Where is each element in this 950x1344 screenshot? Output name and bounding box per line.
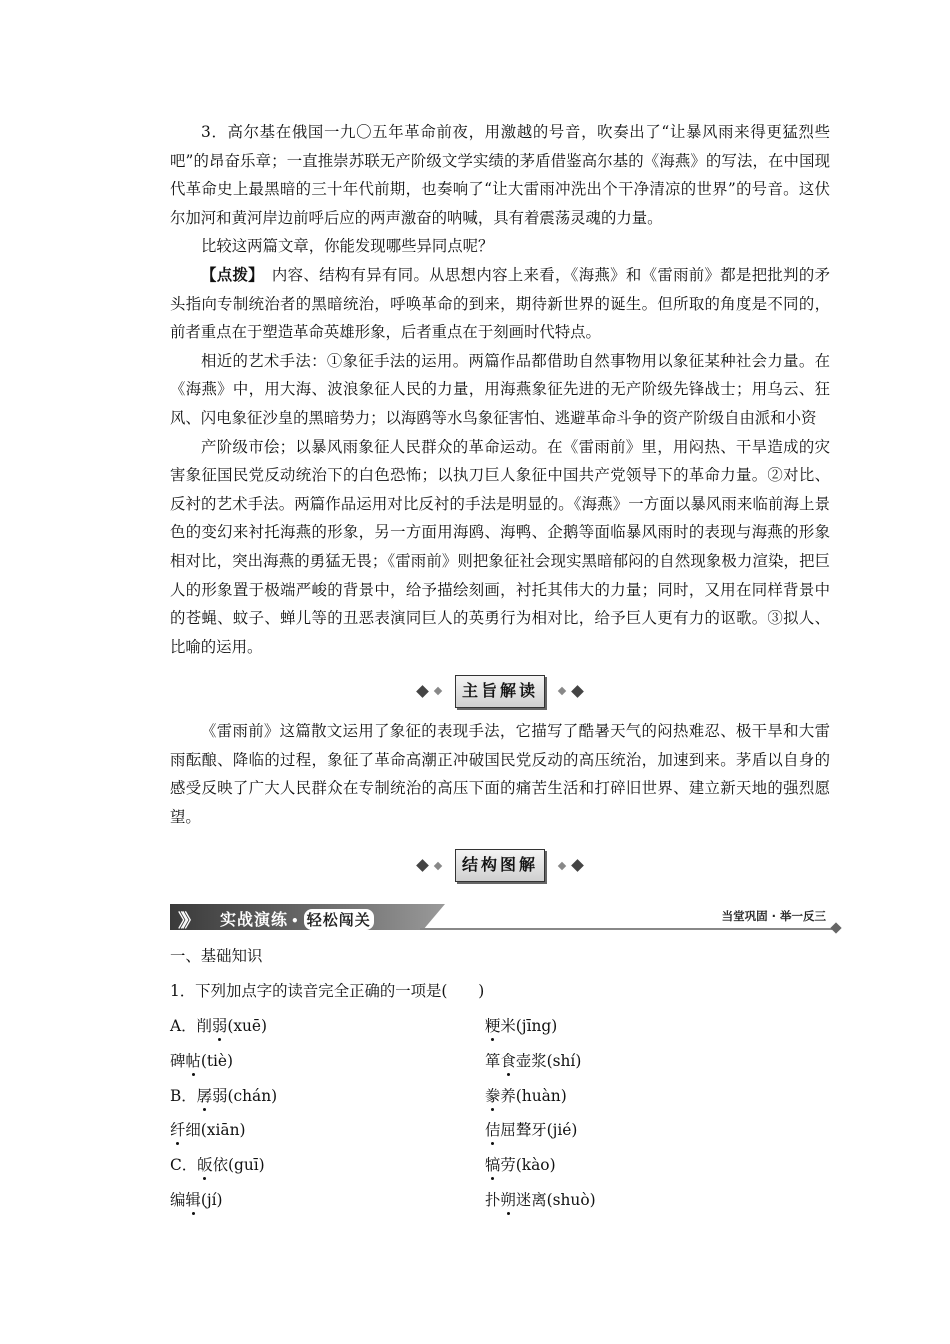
diamond-icon bbox=[571, 859, 584, 872]
quiz-option-right bbox=[485, 1188, 800, 1210]
option-prefix: A．削 bbox=[170, 1016, 212, 1035]
option-suffix: 壶浆(shí) bbox=[515, 1051, 582, 1070]
option-suffix: (tiè) bbox=[200, 1051, 234, 1070]
section-header-structure bbox=[170, 844, 830, 888]
quiz-option-left bbox=[170, 1014, 485, 1036]
dotted-char: 孱 bbox=[197, 1084, 212, 1106]
option-suffix: 养(huàn) bbox=[500, 1086, 567, 1105]
option-suffix: 迷离(shuò) bbox=[515, 1190, 596, 1209]
dotted-char: 纤 bbox=[170, 1118, 185, 1140]
option-suffix: 弱(chán) bbox=[212, 1086, 278, 1105]
paragraph-question-3: 3．高尔基在俄国一九〇五年革命前夜，用激越的号音，吹奏出了“让暴风雨来得更猛烈些吧”的昂奋乐章；一直推崇苏联无产阶级文学实绩的茅盾借鉴高尔基的《海燕》的写法，在中国现代革命史上最黑暗的三十年代前期，也奏响了“让大雷雨冲洗出个干净清凉的世界”的号音。这伏尔加河和黄河岸边前呼后应的两声激奋的呐喊，具有着震荡灵魂的力量。 bbox=[170, 123, 830, 227]
option-prefix: 编 bbox=[170, 1190, 186, 1209]
banner-dot: • bbox=[291, 913, 300, 928]
quiz-option-right bbox=[485, 1153, 800, 1175]
option-prefix: B．孱 bbox=[170, 1087, 212, 1105]
diamond-icon bbox=[830, 922, 841, 933]
paragraph-tip bbox=[170, 261, 830, 347]
dotted-char: 豢 bbox=[485, 1084, 500, 1106]
section-title-theme: 主旨解读 bbox=[455, 675, 545, 708]
option-prefix: 箪食 bbox=[485, 1052, 516, 1070]
quiz-part-title: 一、基础知识 bbox=[170, 947, 263, 966]
chevron-right-icon: 》》 bbox=[178, 911, 195, 932]
dotted-char: 粳 bbox=[485, 1014, 500, 1036]
diamond-icon bbox=[434, 687, 442, 695]
option-prefix: 碑 bbox=[170, 1051, 186, 1070]
main-text bbox=[170, 118, 830, 892]
paragraph-prompt: 比较这两篇文章，你能发现哪些异同点呢？ bbox=[201, 237, 494, 256]
quiz-option-right bbox=[485, 1118, 800, 1140]
diamond-icon bbox=[416, 685, 429, 698]
quiz-option-row bbox=[170, 1112, 830, 1147]
paragraph-analysis-2: 产阶级市侩；以暴风雨象征人民群众的革命运动。在《雷雨前》里，用闷热、干旱造成的灾害象征国民党反动统治下的白色恐怖；以执刀巨人象征中国共产党领导下的革命力量。②对比、反衬的艺术手法。两篇作品运用对比反衬的手法是明显的。《海燕》一方面以暴风雨来临前海上景色的变幻来衬托海燕的形象，另一方面用海鸥、海鸭、企鹅等面临暴风雨时的表现与海燕的形象相对比，突出海燕的勇猛无畏；《雷雨前》则把象征社会现实黑暗郁闷的自然现象极力渲染，把巨人的形象置于极端严峻的背景中，给予描绘刻画，衬托其伟大的力量；同时，又用在同样背景中的苍蝇、蚊子、蝉儿等的丑恶表演同巨人的英勇行为相对比，给予巨人更有力的讴歌。③拟人、比喻的运用。 bbox=[170, 437, 830, 656]
quiz-question: 1．下列加点字的读音完全正确的一项是( ) bbox=[170, 982, 485, 1001]
option-prefix bbox=[170, 1121, 185, 1139]
dotted-char: 弱 bbox=[212, 1014, 227, 1036]
dotted-char: 朔 bbox=[500, 1188, 515, 1210]
tip-label: 【点拨】 bbox=[201, 265, 257, 284]
dotted-char: 佶 bbox=[485, 1118, 500, 1140]
option-suffix: 依(guī) bbox=[212, 1156, 265, 1175]
quiz-option-row bbox=[170, 1147, 830, 1182]
option-suffix: 劳(kào) bbox=[500, 1156, 556, 1175]
quiz-option-right bbox=[485, 1049, 800, 1071]
quiz-options bbox=[170, 1008, 830, 1217]
quiz-option-left bbox=[170, 1153, 485, 1175]
section-title-structure: 结构图解 bbox=[455, 849, 545, 882]
practice-banner bbox=[170, 904, 840, 932]
quiz-option-left bbox=[170, 1188, 485, 1210]
quiz-option-left bbox=[170, 1084, 485, 1106]
quiz-option-row bbox=[170, 1077, 830, 1112]
option-prefix: 扑 bbox=[485, 1190, 501, 1209]
banner-title-text: 实战演练 bbox=[220, 910, 289, 929]
banner-subtitle: 当堂巩固 · 举一反三 bbox=[721, 909, 826, 923]
quiz-option-left bbox=[170, 1049, 485, 1071]
banner-rule bbox=[420, 928, 832, 930]
option-suffix: 聱牙(jié) bbox=[515, 1121, 578, 1140]
quiz-option-left bbox=[170, 1118, 485, 1140]
quiz-section bbox=[170, 938, 830, 1216]
dotted-char: 食 bbox=[500, 1049, 515, 1071]
quiz-option-right bbox=[485, 1084, 800, 1106]
quiz-option-row bbox=[170, 1182, 830, 1217]
section-header-theme bbox=[170, 669, 830, 713]
dotted-char: 皈 bbox=[197, 1153, 212, 1175]
quiz-option-row bbox=[170, 1042, 830, 1077]
dotted-char: 帖 bbox=[185, 1049, 200, 1071]
dotted-char: 犒 bbox=[485, 1153, 500, 1175]
option-prefix: C．皈 bbox=[170, 1156, 213, 1174]
paragraph-analysis-1: 相近的艺术手法：①象征手法的运用。两篇作品都借助自然事物用以象征某种社会力量。在《海燕》中，用大海、波浪象征人民的力量，用海燕象征先进的无产阶级先锋战士；用乌云、狂风、闪电象征沙皇的黑暗势力；以海鸥等水鸟象征害怕、逃避革命斗争的资产阶级自由派和小资 bbox=[170, 351, 830, 427]
banner-title bbox=[220, 907, 374, 930]
option-suffix: (jí) bbox=[200, 1190, 223, 1209]
dotted-char: 辑 bbox=[185, 1188, 200, 1210]
quiz-option-row bbox=[170, 1008, 830, 1043]
option-suffix: (xuē) bbox=[227, 1016, 268, 1035]
paragraph-theme: 《雷雨前》这篇散文运用了象征的表现手法，它描写了酷暑天气的闷热难忍、极干旱和大雷雨酝酿、降临的过程，象征了革命高潮正冲破国民党反动的高压统治，加速到来。茅盾以自身的感受反映了广大人民群众在专制统治的高压下面的痛苦生活和打碎旧世界、建立新天地的强烈愿望。 bbox=[170, 722, 830, 827]
option-suffix: 米(jīng) bbox=[500, 1016, 558, 1035]
diamond-icon bbox=[416, 859, 429, 872]
tip-text: 内容、结构有异有同。从思想内容上来看，《海燕》和《雷雨前》都是把批判的矛头指向专制统治者的黑暗统治，呼唤革命的到来，期待新世界的诞生。但所取的角度是不同的，前者重点在于塑造革命英雄形象，后者重点在于刻画时代特点。 bbox=[170, 265, 830, 342]
option-prefix: 佶屈 bbox=[485, 1121, 516, 1139]
banner-highlight: 轻松闯关 bbox=[304, 909, 374, 930]
option-prefix bbox=[485, 1017, 500, 1035]
option-prefix bbox=[485, 1087, 500, 1105]
diamond-icon bbox=[571, 685, 584, 698]
diamond-icon bbox=[558, 861, 566, 869]
diamond-icon bbox=[434, 861, 442, 869]
quiz-option-right bbox=[485, 1014, 800, 1036]
diamond-icon bbox=[558, 687, 566, 695]
option-prefix bbox=[485, 1156, 500, 1174]
option-suffix: 细(xiān) bbox=[185, 1121, 246, 1140]
